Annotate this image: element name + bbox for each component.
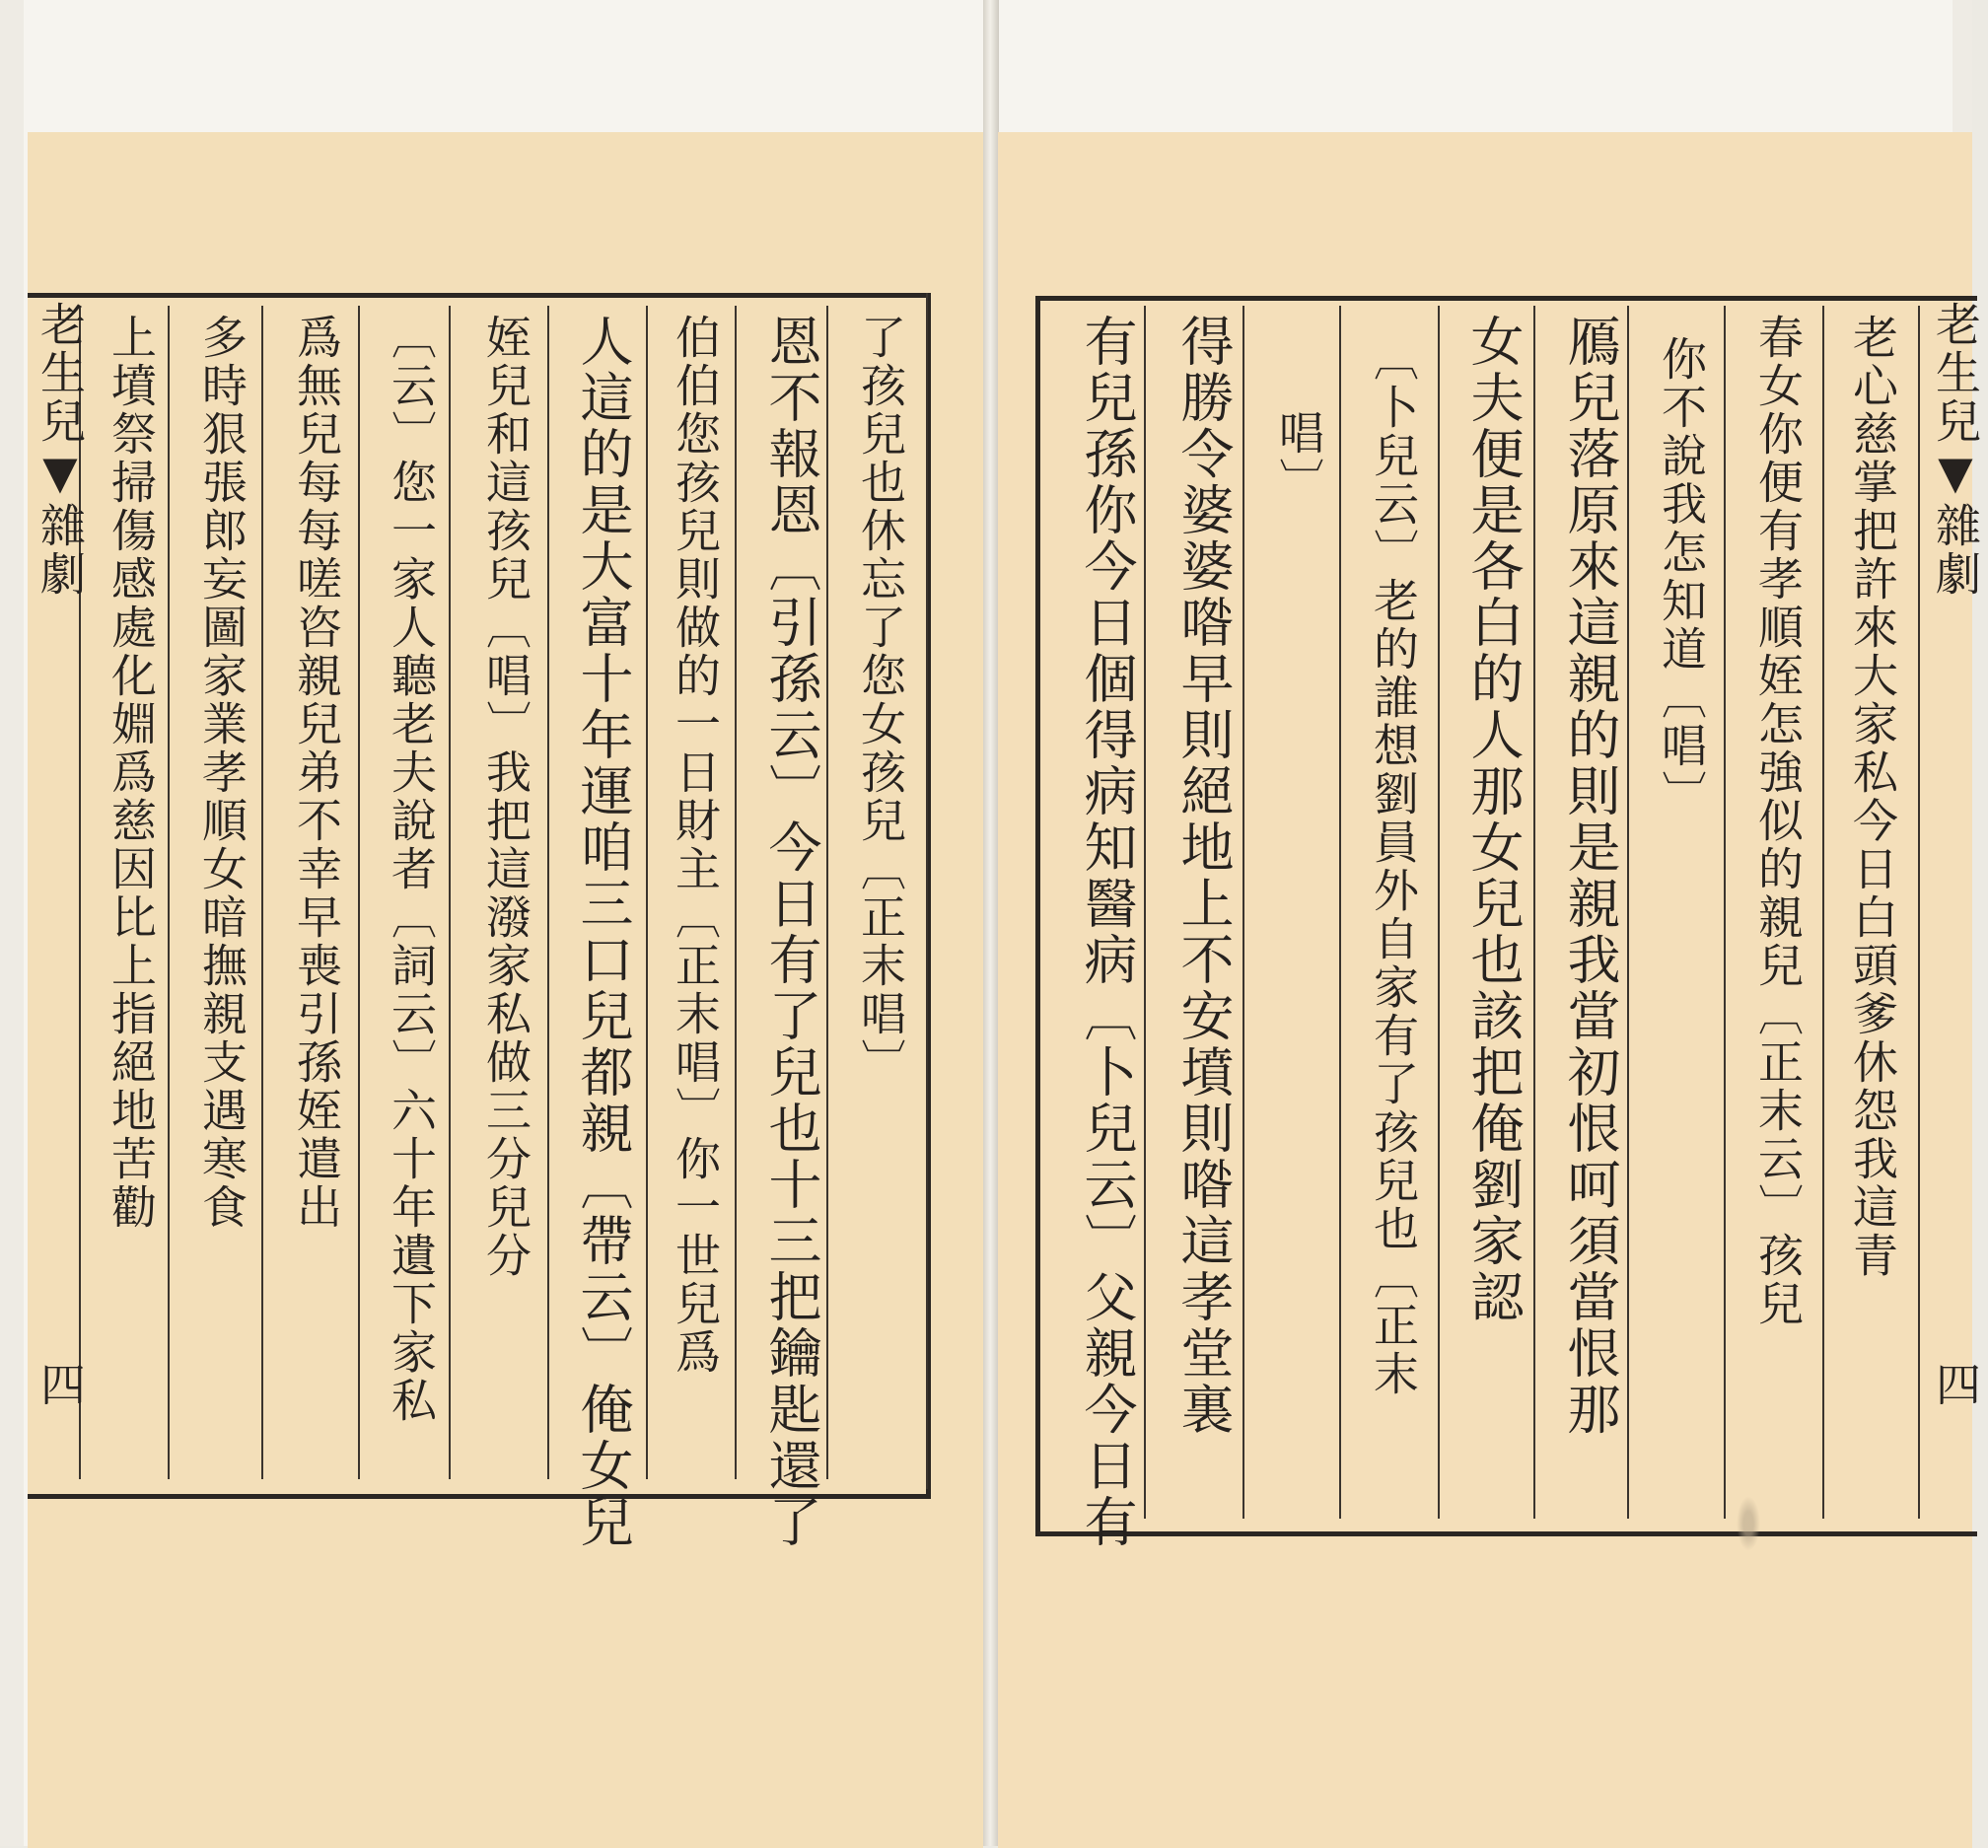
left-margin-title: 老生兒▼雜劇 xyxy=(34,301,87,599)
column-rule xyxy=(1339,306,1341,1519)
left-column-7: 爲無兒每每嗟咨親兒弟不幸早喪引孫姪遣出 xyxy=(290,314,343,1232)
right-column-3: 你不說我怎知道〔唱〕 xyxy=(1655,335,1708,818)
right-column-1: 老心慈掌把許來大家私今日白頭爹休怨我這青 xyxy=(1846,314,1899,1280)
right-margin-title: 老生兒▼雜劇 xyxy=(1929,301,1982,599)
left-column-6: 〔云〕您一家人聽老夫說者〔詞云〕六十年遺下家私 xyxy=(385,314,438,1425)
column-rule xyxy=(449,306,451,1479)
right-column-7: 唱〕 xyxy=(1272,409,1325,506)
column-rule xyxy=(1438,306,1440,1519)
column-rule xyxy=(1822,306,1824,1519)
column-rule xyxy=(261,306,263,1479)
column-rule xyxy=(547,306,549,1479)
right-column-5: 女夫便是各白的人那女兒也該把俺劉家認 xyxy=(1462,314,1525,1325)
column-rule xyxy=(646,306,648,1479)
column-rule xyxy=(735,306,737,1479)
left-column-5: 姪兒和這孩兒〔唱〕我把這潑家私做三分兒分 xyxy=(479,314,532,1280)
column-rule xyxy=(1918,306,1920,1519)
right-folio-number: 四 xyxy=(1929,1361,1982,1409)
left-column-3: 伯伯您孩兒則做的一日財主〔正末唱〕你一世兒爲 xyxy=(669,314,722,1377)
ink-smudge xyxy=(1737,1496,1760,1551)
left-folio-number: 四 xyxy=(34,1361,87,1409)
left-frame-right-border xyxy=(926,293,928,1489)
right-column-8: 得勝令婆婆喒早則絕地上不安墳則喒這孝堂裏 xyxy=(1172,314,1235,1438)
left-column-2: 恩不報恩〔引孫云〕今日有了兒也十三把鑰匙還了 xyxy=(760,314,822,1550)
right-column-6: 〔卜兒云〕老的誰想劉員外自家有了孩兒也〔正末 xyxy=(1367,335,1420,1398)
column-rule xyxy=(358,306,360,1479)
left-column-1: 了孩兒也休忘了您女孩兒〔正末唱〕 xyxy=(854,314,907,1087)
left-column-9: 上墳祭掃傷感處化婣爲慈因比上指絕地苦勸 xyxy=(105,314,158,1232)
column-rule xyxy=(168,306,170,1479)
column-rule xyxy=(1533,306,1535,1519)
book-gutter xyxy=(983,0,999,1846)
right-column-4: 鴈兒落原來這親的則是親我當初恨呵須當恨那 xyxy=(1559,314,1621,1438)
right-column-9: 有兒孫你今日個得病知醫病〔卜兒云〕父親今日有 xyxy=(1076,314,1138,1550)
right-column-2: 春女你便有孝順姪怎強似的親兒〔正末云〕孩兒 xyxy=(1751,314,1805,1328)
column-rule xyxy=(1242,306,1244,1519)
left-column-8: 多時狠張郎妄圖家業孝順女暗撫親支遇寒食 xyxy=(195,314,248,1232)
column-rule xyxy=(1724,306,1726,1519)
left-column-4: 人這的是大富十年運咱三口兒都親〔帶云〕俺女兒 xyxy=(572,314,634,1550)
